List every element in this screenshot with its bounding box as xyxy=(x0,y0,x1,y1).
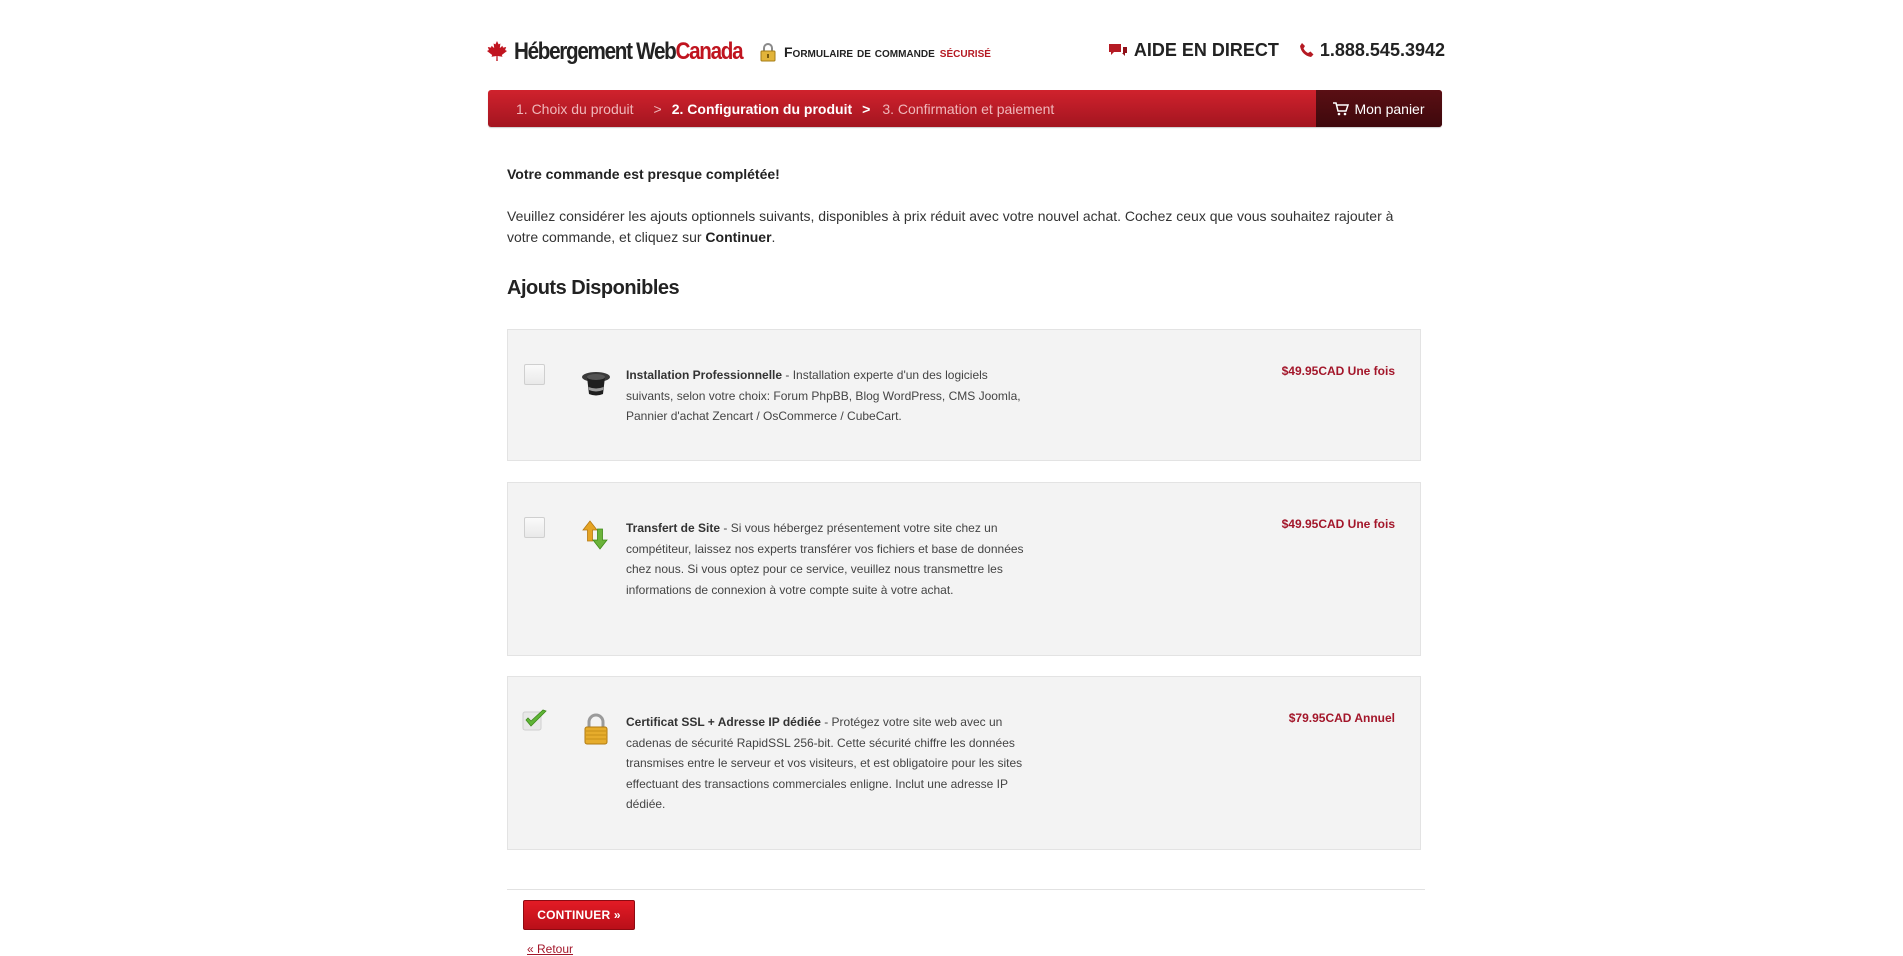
brand-part1: Hébergement Web xyxy=(514,38,676,65)
addon-text: - Si vous hébergez présentement votre site chez un compétiteur, laissez nos experts transférer vos fichiers et base de données chez nous. Si vous optez pour ce service, veuillez nous transmettre les informations de connexion à votre compte suite à votre achat. xyxy=(626,521,1024,597)
section-title: Ajouts Disponibles xyxy=(507,277,680,299)
addon-checkbox-checked[interactable] xyxy=(522,709,548,731)
brand-part2: Canada xyxy=(675,38,743,65)
addon-text: - Protégez votre site web avec un cadenas de sécurité RapidSSL 256-bit. Cette sécurité chiffre les données transmises entre le serveur et vos visiteurs, et est obligatoire pour les sites effectuant des transactions commerciales enligne. Inclut une adresse IP dédiée. xyxy=(626,715,1023,811)
step-product-choice[interactable]: 1. Choix du produit xyxy=(516,100,634,117)
intro-text xyxy=(507,206,1422,248)
divider xyxy=(507,889,1425,890)
addon-name: Certificat SSL + Adresse IP dédiée xyxy=(626,715,821,729)
addon-description xyxy=(626,518,1026,600)
contact-area xyxy=(1108,40,1445,61)
secure-form-label xyxy=(760,42,991,62)
addon-price: $49.95CAD Une fois xyxy=(1281,517,1395,531)
step-separator: > xyxy=(653,100,662,117)
step-product-configuration: 2. Configuration du produit xyxy=(671,100,853,117)
addon-name: Transfert de Site xyxy=(626,521,721,535)
magic-hat-icon xyxy=(580,366,612,398)
intro-text-body: Veuillez considérer les ajouts optionnels suivants, disponibles à prix réduit avec votre nouvel achat. Cochez ceux que vous souhaitez rajouter à votre commande, et cliquez sur xyxy=(507,208,1394,245)
live-help-link[interactable]: AIDE EN DIRECT xyxy=(1133,40,1279,60)
site-header xyxy=(485,36,1445,72)
addon-name: Installation Professionnelle xyxy=(626,368,783,382)
secure-label-text: Formulaire de commande xyxy=(784,44,935,60)
addon-item xyxy=(507,482,1421,656)
addon-item xyxy=(507,676,1421,850)
addon-description xyxy=(626,365,1026,427)
addon-text: - Installation experte d'un des logiciels suivants, selon votre choix: Forum PhpBB, Blog WordPress, CMS Joomla, Pannier d'achat Zencart / OsCommerce / CubeCart. xyxy=(626,368,1021,423)
back-link[interactable]: « Retour xyxy=(527,942,574,956)
brand-name xyxy=(514,38,742,66)
order-steps-bar xyxy=(488,90,1442,127)
phone-number[interactable]: 1.888.545.3942 xyxy=(1319,40,1445,60)
intro-text-bold: Continuer xyxy=(705,229,772,245)
intro-title: Votre commande est presque complétée! xyxy=(507,166,780,182)
addon-item xyxy=(507,329,1421,461)
cart-icon xyxy=(1333,102,1349,116)
continue-button[interactable]: CONTINUER » xyxy=(523,900,635,930)
maple-leaf-icon xyxy=(485,40,509,64)
secure-label-red: sécurisé xyxy=(939,44,991,60)
padlock-icon xyxy=(580,713,612,745)
logo[interactable] xyxy=(485,38,779,66)
addon-checkbox[interactable] xyxy=(524,364,545,385)
cart-button[interactable] xyxy=(1316,90,1442,127)
addon-description xyxy=(626,712,1026,815)
addon-checkbox[interactable] xyxy=(524,517,545,538)
transfer-arrows-icon xyxy=(580,519,612,551)
step-confirmation-payment: 3. Confirmation et paiement xyxy=(882,100,1055,117)
addon-price: $79.95CAD Annuel xyxy=(1288,711,1395,725)
steps-list xyxy=(516,90,1054,127)
cart-label: Mon panier xyxy=(1354,100,1425,117)
chat-bubble-icon xyxy=(1108,42,1128,59)
intro-text-end: . xyxy=(771,229,776,245)
phone-icon xyxy=(1299,42,1315,59)
addon-price: $49.95CAD Une fois xyxy=(1281,364,1395,378)
lock-icon xyxy=(760,42,776,62)
step-separator: > xyxy=(862,100,871,117)
